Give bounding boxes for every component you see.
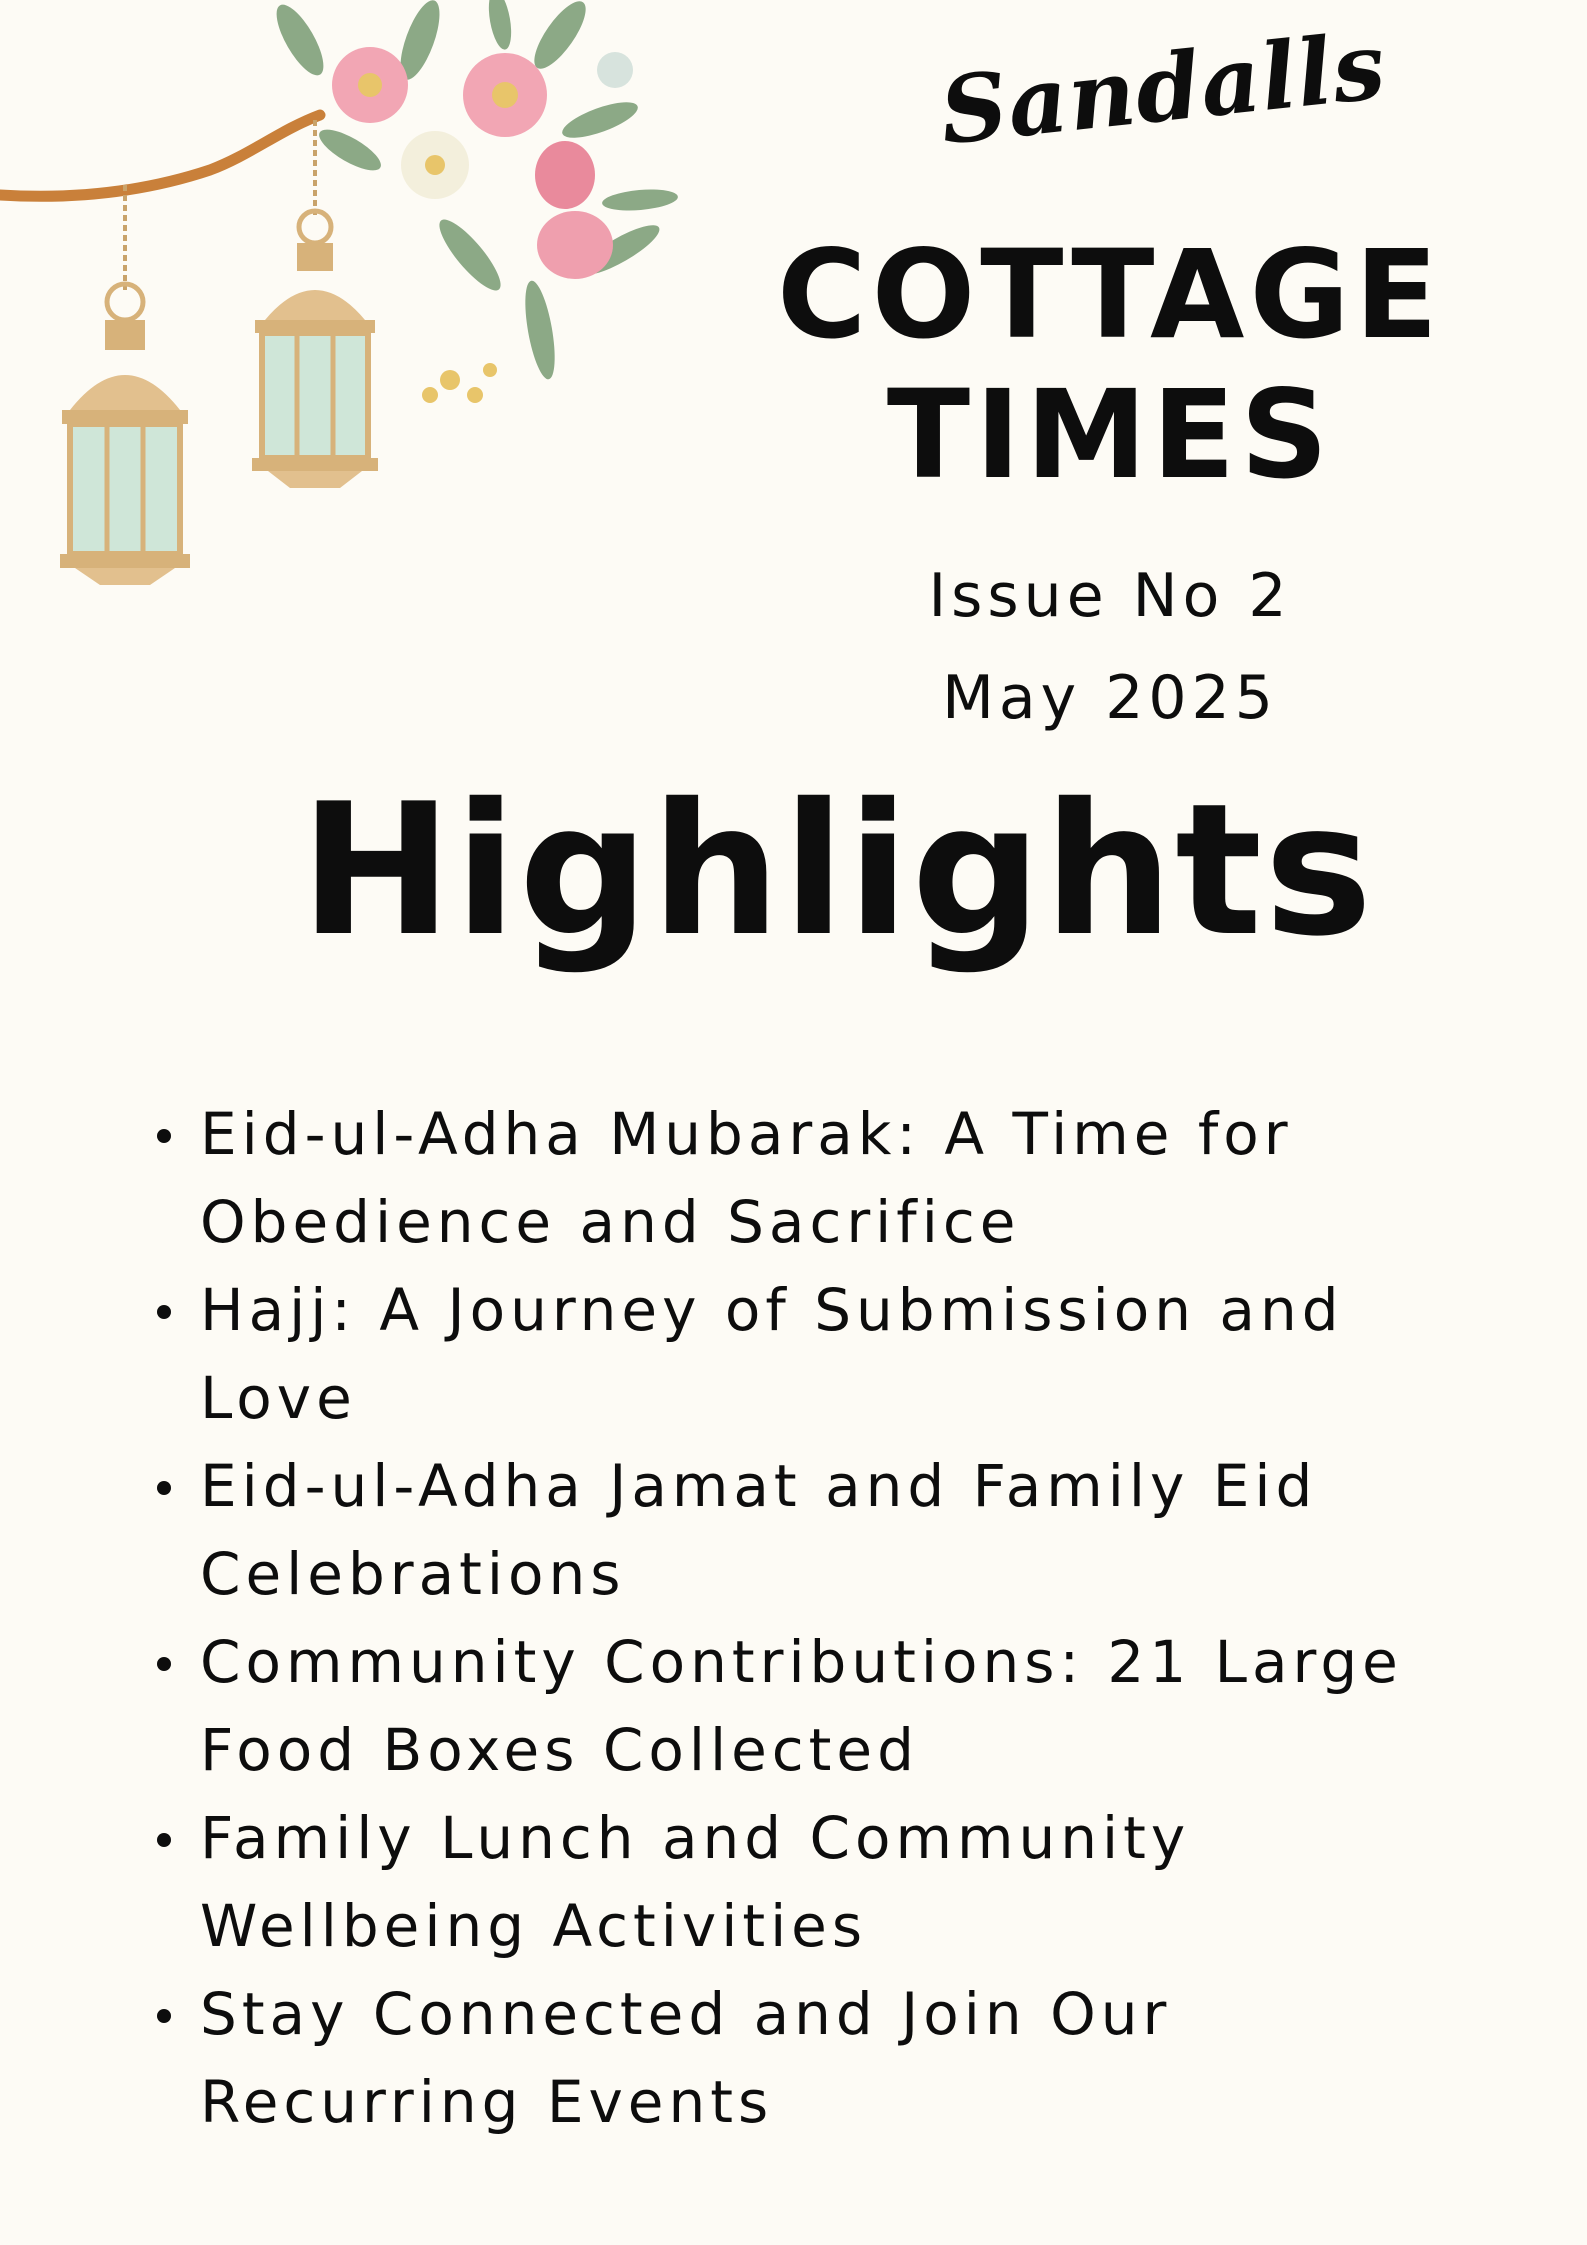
list-item [150,1618,1460,1794]
list-item-text: Community Contributions: 21 Large Food Boxes Collected [200,1628,1403,1784]
list-item [150,1090,1460,1266]
list-item-text: Hajj: A Journey of Submission and Love [200,1276,1344,1432]
issue-date: May 2025 [942,663,1278,733]
list-item-text: Eid-ul-Adha Mubarak: A Time for Obedience and Sacrifice [200,1100,1293,1256]
list-item [150,1266,1460,1442]
brand-name: Sandalls [935,11,1391,166]
list-item-text: Stay Connected and Join Our Recurring Events [200,1980,1172,2136]
newsletter-title [740,225,1480,505]
issue-info [820,545,1400,749]
lanterns-floral-illustration [0,0,700,600]
bullet-icon [157,1833,171,1847]
bullet-icon [157,1305,171,1319]
list-item [150,1794,1460,1970]
list-item [150,1970,1460,2146]
title-line-2: TIMES [886,364,1334,506]
bullet-icon [157,2009,171,2023]
issue-number: Issue No 2 [928,561,1292,631]
title-line-1: COTTAGE [777,224,1443,366]
highlights-list [150,1090,1460,2146]
bullet-icon [157,1657,171,1671]
section-title: Highlights [300,764,1375,976]
bullet-icon [157,1481,171,1495]
list-item [150,1442,1460,1618]
bullet-icon [157,1129,171,1143]
list-item-text: Eid-ul-Adha Jamat and Family Eid Celebrations [200,1452,1318,1608]
list-item-text: Family Lunch and Community Wellbeing Activities [200,1804,1191,1960]
